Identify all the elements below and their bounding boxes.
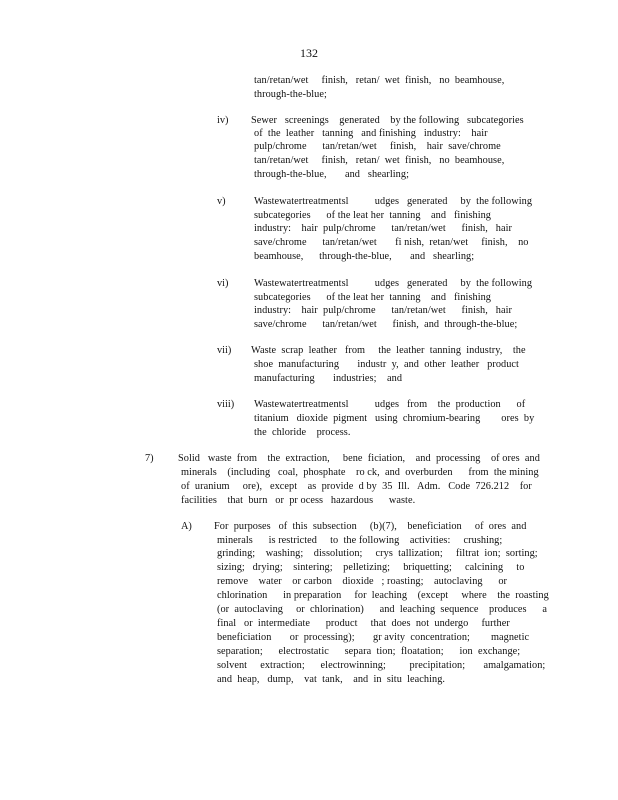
text-line: subcategories of the leat her tanning and finishing — [254, 292, 492, 303]
text-line: sizing; drying; sintering; pelletizing; briquetting; calcining to — [217, 562, 525, 573]
text-line: chlorination in preparation for leaching (except where the roasting — [217, 590, 549, 601]
item-label-viii: viii) — [217, 399, 235, 410]
page-number: 132 — [300, 46, 318, 60]
text-line: Solid waste from the extraction, bene ficiation, and processing of ores and — [178, 453, 540, 464]
text-line: facilities that burn or pr ocess hazardous waste. — [181, 495, 416, 506]
text-line: final or intermediate product that does not undergo further — [217, 618, 510, 629]
text-line: (or autoclaving or chlorination) and leaching sequence produces a — [217, 604, 547, 615]
text-line: tan/retan/wet finish, retan/ wet finish, no beamhouse, — [254, 75, 505, 86]
text-line: Sewer screenings generated by the following subcategories — [251, 115, 524, 126]
text-line: beneficiation or processing); gr avity concentration; magnetic — [217, 632, 530, 643]
text-line: solvent extraction; electrowinning; precipitation; amalgamation; — [217, 660, 546, 671]
item-label-v: v) — [217, 196, 226, 207]
text-line: tan/retan/wet finish, retan/ wet finish, no beamhouse, — [254, 155, 505, 166]
text-line: separation; electrostatic separa tion; floatation; ion exchange; — [217, 646, 521, 657]
text-line: the chloride process. — [254, 427, 351, 438]
text-line: Waste scrap leather from the leather tanning industry, the — [251, 345, 526, 356]
text-line: beamhouse, through-the-blue, and shearling; — [254, 251, 475, 262]
item-label-vi: vi) — [217, 278, 229, 289]
text-line: through-the-blue, and shearling; — [254, 169, 409, 180]
text-line: manufacturing industries; and — [254, 373, 403, 384]
text-line: Wastewatertreatmentsl udges generated by the following — [254, 278, 533, 289]
text-line: For purposes of this subsection (b)(7), beneficiation of ores and — [214, 521, 527, 532]
text-line: through-the-blue; — [254, 89, 327, 100]
text-line: industry: hair pulp/chrome tan/retan/wet finish, hair — [254, 223, 512, 234]
text-line: grinding; washing; dissolution; crys tallization; filtrat ion; sorting; — [217, 548, 538, 559]
item-label-7: 7) — [145, 453, 154, 464]
text-line: industry: hair pulp/chrome tan/retan/wet finish, hair — [254, 305, 512, 316]
text-line: subcategories of the leat her tanning and finishing — [254, 210, 492, 221]
text-line: of the leather tanning and finishing industry: hair — [254, 128, 488, 139]
text-line: save/chrome tan/retan/wet finish, and through-the-blue; — [254, 319, 518, 330]
item-label-a: A) — [181, 521, 192, 532]
item-label-vii: vii) — [217, 345, 232, 356]
text-line: pulp/chrome tan/retan/wet finish, hair save/chrome — [254, 141, 501, 152]
text-line: Wastewatertreatmentsl udges from the production of — [254, 399, 526, 410]
text-line: titanium dioxide pigment using chromium-bearing ores by — [254, 413, 535, 424]
text-line: remove water or carbon dioxide ; roasting; autoclaving or — [217, 576, 508, 587]
text-line: of uranium ore), except as provide d by 35 Ill. Adm. Code 726.212 for — [181, 481, 532, 492]
text-line: minerals is restricted to the following activities: crushing; — [217, 535, 503, 546]
text-line: save/chrome tan/retan/wet fi nish, retan/wet finish, no — [254, 237, 529, 248]
item-label-iv: iv) — [217, 115, 229, 126]
text-line: and heap, dump, vat tank, and in situ leaching. — [217, 674, 446, 685]
text-line: shoe manufacturing industr y, and other leather product — [254, 359, 519, 370]
text-line: Wastewatertreatmentsl udges generated by the following — [254, 196, 533, 207]
text-line: minerals (including coal, phosphate ro ck, and overburden from the mining — [181, 467, 539, 478]
